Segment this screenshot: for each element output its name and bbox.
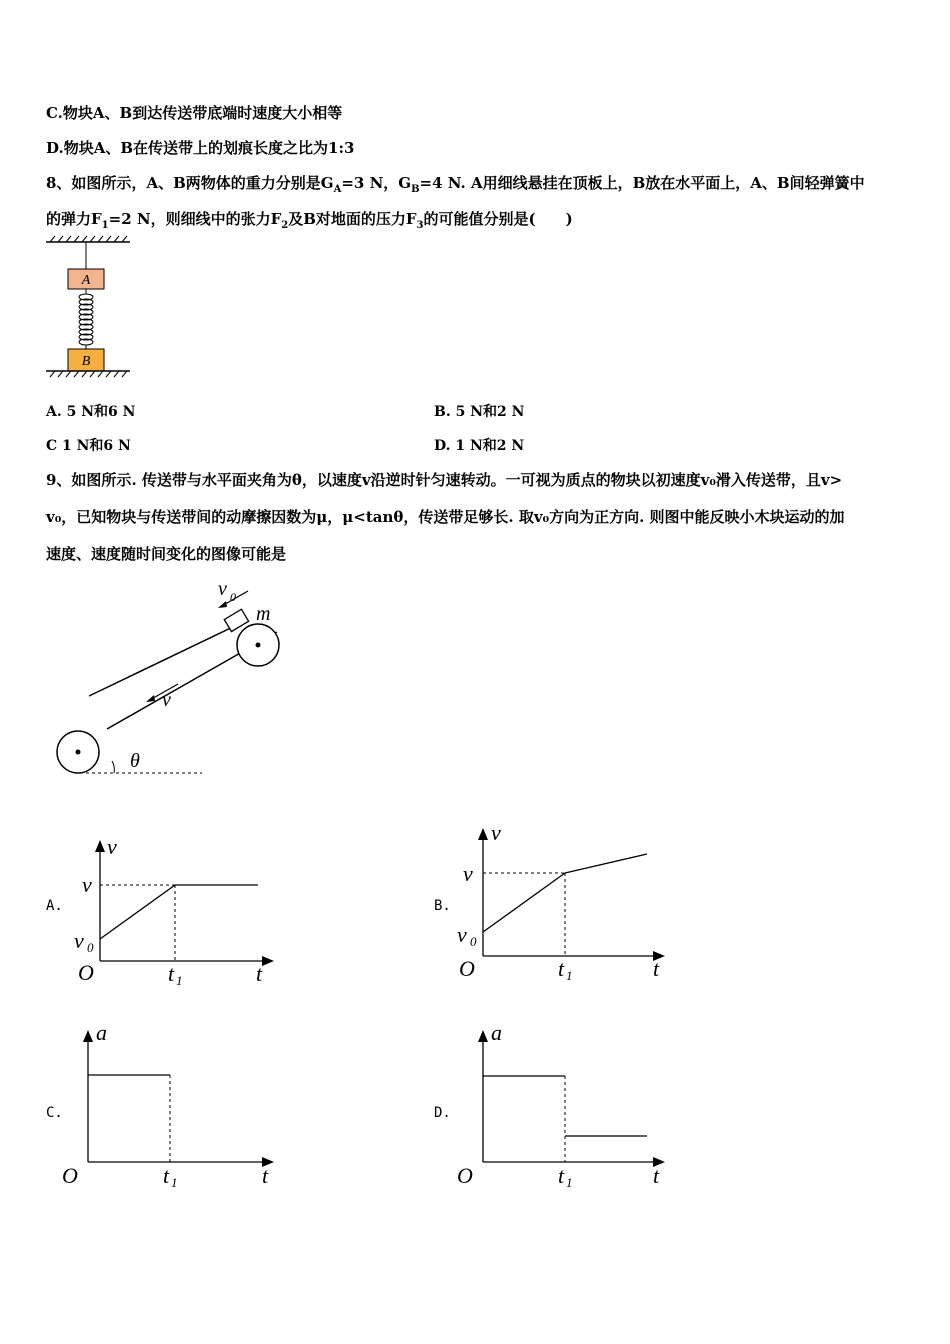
q8-option-a: A. 5 N和6 N (46, 404, 136, 420)
graph-b-y-axis-label: v (491, 820, 501, 845)
q8-spring-figure (44, 236, 136, 382)
q9-graph-a-label: A. (46, 898, 63, 914)
graph-b-x-axis-label: t (653, 956, 660, 981)
graph-c-x-axis-label: t (262, 1163, 269, 1188)
q9-graph-d-label: D. (434, 1105, 451, 1121)
graph-b-t1: t (558, 956, 565, 981)
graph-a-origin: O (78, 960, 94, 985)
svg-text:0: 0 (470, 934, 477, 949)
graph-c-origin: O (62, 1163, 78, 1188)
q9-graph-c (60, 1020, 280, 1195)
graph-c-y-axis-label: a (96, 1020, 107, 1045)
q8-option-b: B. 5 N和2 N (434, 404, 525, 420)
q9-stem-line3: 速度、速度随时间变化的图像可能是 (46, 545, 287, 563)
svg-text:1: 1 (171, 1175, 178, 1190)
graph-a-v-level: v (82, 872, 92, 897)
graph-d-y-axis-label: a (491, 1020, 502, 1045)
q9-stem-line2: v₀，已知物块与传送带间的动摩擦因数为μ，μ<tanθ，传送带足够长. 取v₀方向为正方向. 则图中能反映小木块运动的加 (46, 508, 845, 526)
q8-stem-line1: 8、如图所示，A、B两物体的重力分别是$G_A=3$ N，$G_B=4$ N. A用细线悬挂在顶板上，B放在水平面上，A、B间轻弹簧中 (46, 174, 865, 195)
graph-a-x-axis-label: t (256, 961, 263, 986)
v0-label: v (218, 578, 227, 600)
q8-stem-line2: 的弹力$F_1=2$ N，则细线中的张力$F_2$及B对地面的压力$F_3$的可能值分别是( ) (46, 210, 573, 231)
graph-b-origin: O (459, 956, 475, 981)
graph-a-y-axis-label: v (107, 834, 117, 859)
spring (79, 289, 93, 349)
block-a-label: A (81, 273, 91, 288)
graph-d-t1: t (558, 1163, 565, 1188)
graph-c-t1: t (163, 1163, 170, 1188)
belt-velocity-label: v (162, 689, 171, 711)
q7-option-c: C.物块A、B到达传送带底端时速度大小相等 (46, 104, 343, 122)
q9-stem-line1: 9、如图所示. 传送带与水平面夹角为θ，以速度v沿逆时针匀速转动。一可视为质点的物块以初速度v₀滑入传送带，且v> (46, 471, 843, 489)
q9-graph-a (70, 830, 280, 990)
svg-text:0: 0 (230, 590, 236, 604)
graph-d-origin: O (457, 1163, 473, 1188)
graph-d-x-axis-label: t (653, 1163, 660, 1188)
svg-text:1: 1 (566, 1175, 573, 1190)
svg-text:1: 1 (566, 968, 573, 983)
q9-graph-b (455, 818, 675, 988)
svg-text:0: 0 (87, 940, 94, 955)
q9-graph-c-label: C. (46, 1105, 63, 1121)
graph-a-t1: t (168, 961, 175, 986)
graph-b-v0: v (457, 922, 467, 947)
theta-label: θ (130, 750, 140, 772)
mass-label: m (256, 603, 271, 625)
svg-text:1: 1 (176, 973, 183, 988)
q7-option-d: D.物块A、B在传送带上的划痕长度之比为1:3 (46, 139, 355, 157)
graph-a-v0: v (74, 928, 84, 953)
block-b-label: B (81, 354, 91, 369)
q8-option-d: D. 1 N和2 N (434, 438, 525, 454)
q9-graph-b-label: B. (434, 898, 451, 914)
q8-option-c: C 1 N和6 N (46, 438, 131, 454)
q9-graph-d (455, 1020, 675, 1195)
graph-b-v-level: v (463, 861, 473, 886)
conveyor-belt-figure (50, 575, 290, 780)
